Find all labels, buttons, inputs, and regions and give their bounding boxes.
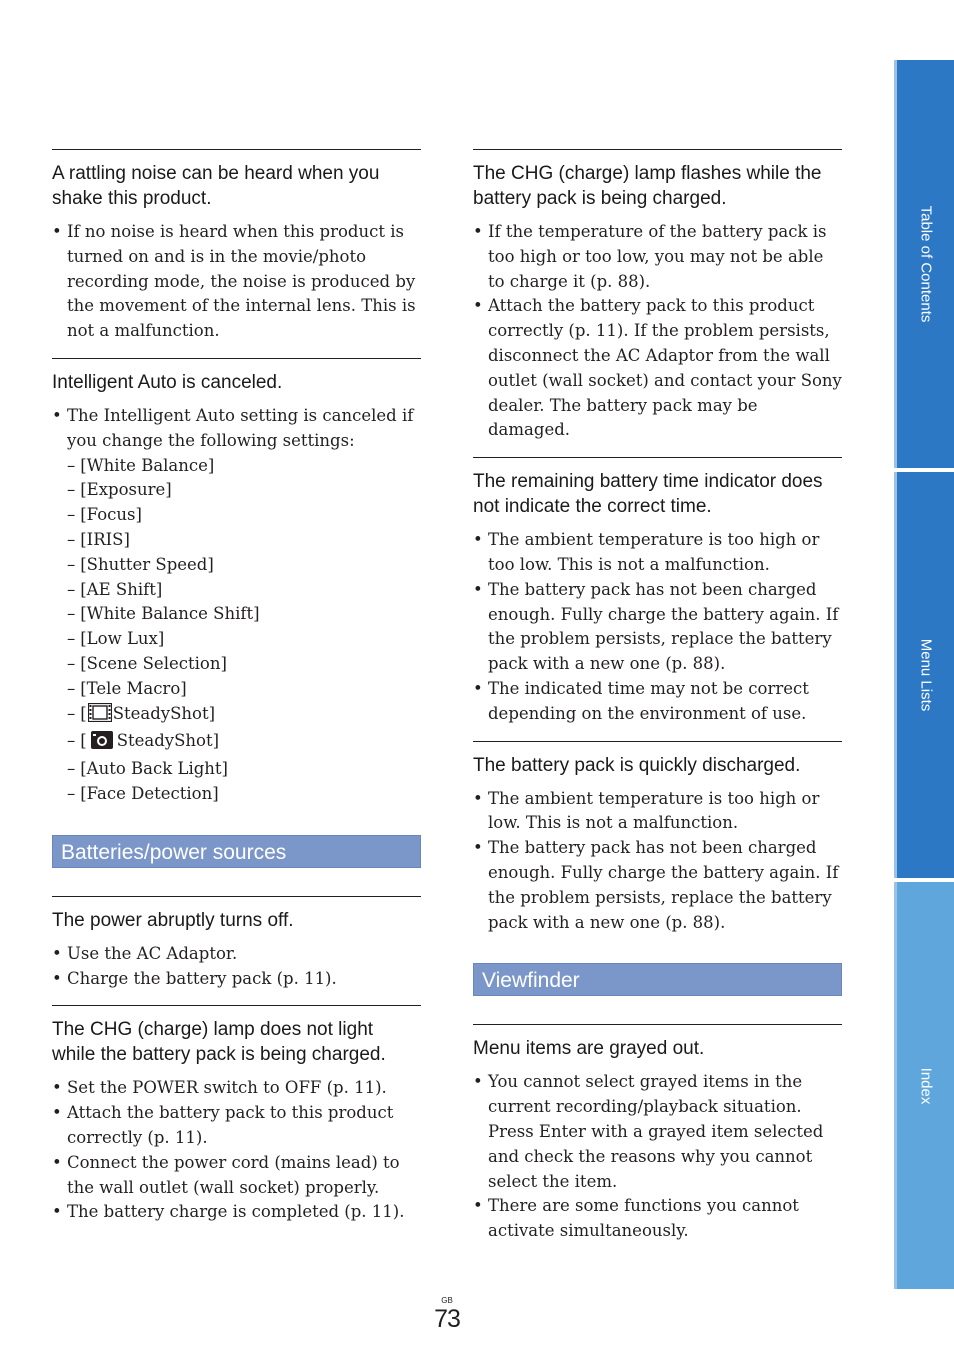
section-power-turns-off <box>52 896 421 992</box>
section-intelligent-auto <box>52 358 421 807</box>
bullet-item: • The battery pack has not been charged enough. Fully charge the battery again. If the problem persists, replace the battery pack with a new one (p. 88). <box>473 836 842 935</box>
bullet-text: The Intelligent Auto setting is canceled if you change the following settings: <box>67 405 414 450</box>
section-chg-no-light <box>52 1005 421 1225</box>
camera-icon <box>91 731 113 757</box>
setting-item: – [Low Lux] <box>67 629 165 649</box>
section-title: Intelligent Auto is canceled. <box>52 371 283 393</box>
bullet-list <box>52 942 421 992</box>
setting-item: – [ SteadyShot] <box>67 702 421 730</box>
section-title: The CHG (charge) lamp does not light while the battery pack is being charged. <box>52 1019 386 1066</box>
bullet-item: • The battery pack has not been charged enough. Fully charge the battery again. If the problem persists, replace the battery pack with a new one (p. 88). <box>473 578 842 677</box>
page-number-value: 73 <box>434 1305 460 1333</box>
bullet-item: • Use the AC Adaptor. <box>52 942 421 967</box>
section-band-batteries: Batteries/power sources <box>52 835 421 868</box>
tab-label: Index <box>917 1067 934 1104</box>
setting-item: – [Scene Selection] <box>67 653 227 673</box>
bullet-item: • The ambient temperature is too high or low. This is not a malfunction. <box>473 787 842 837</box>
page-number <box>433 1296 461 1332</box>
movie-film-icon <box>88 703 112 730</box>
bullet-list <box>473 787 842 936</box>
bullet-item: • Connect the power cord (mains lead) to the wall outlet (wall socket) properly. <box>52 1151 421 1201</box>
section-battery-indicator <box>473 457 842 726</box>
right-column <box>473 149 842 1244</box>
bullet-item: • Charge the battery pack (p. 11). <box>52 967 421 992</box>
bullet-item: • The battery charge is completed (p. 11). <box>52 1200 421 1225</box>
bullet-item <box>52 404 421 807</box>
setting-item: – [AE Shift] <box>67 579 163 599</box>
bullet-list <box>52 404 421 807</box>
section-quick-discharge <box>473 741 842 936</box>
bullet-item: • Attach the battery pack to this product correctly (p. 11). <box>52 1101 421 1151</box>
section-grayed-items <box>473 1024 842 1244</box>
setting-item: – [Face Detection] <box>67 783 219 803</box>
section-title: A rattling noise can be heard when you shake this product. <box>52 163 380 209</box>
tab-index[interactable] <box>894 882 954 1289</box>
bullet-list <box>473 1070 842 1244</box>
bullet-item: • The ambient temperature is too high or too low. This is not a malfunction. <box>473 528 842 578</box>
setting-item: – [IRIS] <box>67 529 130 549</box>
section-chg-flashes <box>473 149 842 443</box>
bullet-item: • If no noise is heard when this product is turned on and is in the movie/photo recording mode, the noise is produced by the movement of the internal lens. This is not a malfunction. <box>52 220 421 344</box>
bullet-item: • Set the POWER switch to OFF (p. 11). <box>52 1076 421 1101</box>
setting-item: – [Tele Macro] <box>67 678 187 698</box>
tab-menu-lists[interactable] <box>894 472 954 878</box>
tab-table-of-contents[interactable] <box>894 60 954 468</box>
bullet-item: • You cannot select grayed items in the current recording/playback situation. Press Enter with a grayed item selected and check the reasons why you cannot select the item. <box>473 1070 842 1194</box>
section-title: The remaining battery time indicator does not indicate the correct time. <box>473 471 823 518</box>
setting-item: – [White Balance Shift] <box>67 604 260 624</box>
tab-label: Table of Contents <box>917 205 934 323</box>
bullet-item: • The indicated time may not be correct depending on the environment of use. <box>473 677 842 727</box>
bullet-list <box>473 220 842 443</box>
section-title: The CHG (charge) lamp flashes while the battery pack is being charged. <box>473 163 822 209</box>
bullet-item: • There are some functions you cannot activate simultaneously. <box>473 1194 842 1244</box>
bullet-list <box>473 528 842 726</box>
setting-item: – [Shutter Speed] <box>67 554 214 574</box>
section-band-viewfinder: Viewfinder <box>473 963 842 996</box>
section-rattling-noise <box>52 149 421 344</box>
bullet-item: • Attach the battery pack to this product correctly (p. 11). If the problem persists, disconnect the AC Adaptor from the wall outlet (wall socket) and contact your Sony dealer. The battery pack may be damaged. <box>473 294 842 443</box>
bullet-list <box>52 1076 421 1225</box>
setting-item: – [Focus] <box>67 505 142 525</box>
section-title: The power abruptly turns off. <box>52 909 294 931</box>
left-column <box>52 149 421 1225</box>
bullet-list <box>52 220 421 344</box>
setting-item: – [Auto Back Light] <box>67 759 228 779</box>
section-title: The battery pack is quickly discharged. <box>473 754 801 776</box>
setting-item: – [White Balance] <box>67 455 215 475</box>
bullet-item: • If the temperature of the battery pack is too high or too low, you may not be able to charge it (p. 88). <box>473 220 842 294</box>
tab-label: Menu Lists <box>917 638 934 712</box>
settings-list <box>67 454 421 807</box>
setting-item: – [Exposure] <box>67 480 172 500</box>
section-title: Menu items are grayed out. <box>473 1038 705 1060</box>
region-code: GB <box>441 1296 453 1305</box>
setting-item: – [ SteadyShot] <box>67 729 421 757</box>
